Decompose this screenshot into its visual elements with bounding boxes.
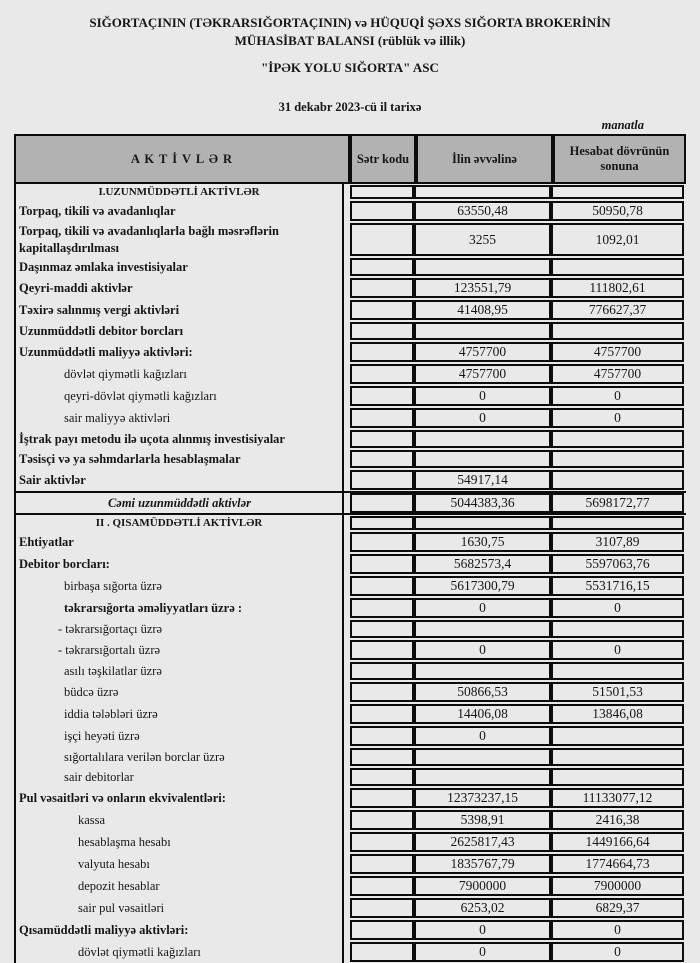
cell-row-code	[350, 748, 414, 766]
row-label: dövlət qiymətli kağızları	[14, 363, 344, 385]
cell-year-begin: 0	[414, 942, 551, 962]
table-row	[14, 853, 686, 875]
document-title	[50, 14, 650, 50]
cell-period-end: 1774664,73	[551, 854, 684, 874]
cell-year-begin: 41408,95	[414, 300, 551, 320]
table-row	[14, 941, 686, 963]
header-assets: A K T İ V L Ə R	[14, 134, 350, 184]
cell-period-end	[551, 662, 684, 680]
table-row	[14, 597, 686, 619]
table-row	[14, 184, 686, 200]
row-label: Torpaq, tikili və avadanlıqlarla bağlı məsrəflərin kapitallaşdırılması	[14, 222, 344, 257]
table-row	[14, 363, 686, 385]
document-header	[0, 0, 700, 115]
cell-period-end: 776627,37	[551, 300, 684, 320]
table-row	[14, 809, 686, 831]
table-row	[14, 681, 686, 703]
row-label: Təsisçi və ya səhmdarlarla hesablaşmalar	[14, 449, 344, 469]
table-row	[14, 429, 686, 449]
cell-row-code	[350, 640, 414, 660]
cell-row-code	[350, 532, 414, 552]
cell-year-begin: 2625817,43	[414, 832, 551, 852]
table-row	[14, 299, 686, 321]
cell-year-begin	[414, 322, 551, 340]
cell-row-code	[350, 662, 414, 680]
cell-row-code	[350, 768, 414, 786]
cell-period-end: 1449166,64	[551, 832, 684, 852]
table-row	[14, 875, 686, 897]
cell-year-begin	[414, 450, 551, 468]
table-row	[14, 515, 686, 531]
cell-year-begin: 0	[414, 408, 551, 428]
row-label: sair maliyyə aktivləri	[14, 407, 344, 429]
cell-row-code	[350, 322, 414, 340]
cell-period-end: 7900000	[551, 876, 684, 896]
cell-year-begin: 4757700	[414, 364, 551, 384]
cell-year-begin	[414, 748, 551, 766]
table-row	[14, 919, 686, 941]
cell-year-begin	[414, 516, 551, 530]
cell-period-end	[551, 516, 684, 530]
cell-year-begin	[414, 258, 551, 276]
cell-row-code	[350, 470, 414, 490]
cell-year-begin: 5617300,79	[414, 576, 551, 596]
cell-row-code	[350, 554, 414, 574]
row-label: - təkrarsığortaçı üzrə	[14, 619, 344, 639]
cell-period-end: 5531716,15	[551, 576, 684, 596]
row-label: işçi heyəti üzrə	[14, 725, 344, 747]
row-label: təkrarsığorta əməliyyatları üzrə :	[14, 597, 344, 619]
cell-period-end	[551, 450, 684, 468]
cell-period-end	[551, 185, 684, 199]
cell-year-begin: 123551,79	[414, 278, 551, 298]
row-label: kassa	[14, 809, 344, 831]
cell-period-end: 5597063,76	[551, 554, 684, 574]
row-label: büdcə üzrə	[14, 681, 344, 703]
cell-row-code	[350, 704, 414, 724]
cell-row-code	[350, 408, 414, 428]
cell-period-end: 51501,53	[551, 682, 684, 702]
cell-row-code	[350, 810, 414, 830]
cell-period-end	[551, 322, 684, 340]
cell-period-end: 0	[551, 408, 684, 428]
cell-row-code	[350, 386, 414, 406]
cell-year-begin	[414, 430, 551, 448]
cell-period-end	[551, 768, 684, 786]
cell-row-code	[350, 576, 414, 596]
cell-period-end	[551, 470, 684, 490]
cell-period-end: 3107,89	[551, 532, 684, 552]
cell-year-begin: 1835767,79	[414, 854, 551, 874]
row-label: birbaşa sığorta üzrə	[14, 575, 344, 597]
cell-period-end: 5698172,77	[551, 493, 684, 513]
table-row	[14, 575, 686, 597]
cell-year-begin: 1630,75	[414, 532, 551, 552]
cell-year-begin: 54917,14	[414, 470, 551, 490]
cell-row-code	[350, 493, 414, 513]
cell-row-code	[350, 342, 414, 362]
cell-period-end	[551, 726, 684, 746]
cell-year-begin	[414, 620, 551, 638]
cell-year-begin	[414, 768, 551, 786]
cell-period-end	[551, 258, 684, 276]
cell-row-code	[350, 598, 414, 618]
cell-row-code	[350, 942, 414, 962]
row-label: qeyri-dövlət qiymətli kağızları	[14, 385, 344, 407]
header-row-code: Sətr kodu	[350, 134, 416, 184]
table-row	[14, 321, 686, 341]
cell-year-begin: 0	[414, 726, 551, 746]
cell-row-code	[350, 876, 414, 896]
cell-year-begin: 4757700	[414, 342, 551, 362]
cell-year-begin: 5398,91	[414, 810, 551, 830]
cell-period-end: 2416,38	[551, 810, 684, 830]
row-label: II . QISAMÜDDƏTLİ AKTİVLƏR	[14, 515, 344, 531]
row-label: depozit hesablar	[14, 875, 344, 897]
table-row	[14, 725, 686, 747]
cell-row-code	[350, 682, 414, 702]
table-row	[14, 341, 686, 363]
row-label: asılı təşkilatlar üzrə	[14, 661, 344, 681]
table-row	[14, 222, 686, 257]
table-row	[14, 553, 686, 575]
cell-row-code	[350, 920, 414, 940]
cell-period-end: 11133077,12	[551, 788, 684, 808]
cell-period-end: 6829,37	[551, 898, 684, 918]
row-label: Cəmi uzunmüddətli aktivlər	[14, 493, 344, 513]
row-label: sair debitorlar	[14, 767, 344, 787]
cell-year-begin: 12373237,15	[414, 788, 551, 808]
cell-year-begin: 0	[414, 920, 551, 940]
cell-row-code	[350, 300, 414, 320]
cell-row-code	[350, 430, 414, 448]
row-label: Qısamüddətli maliyyə aktivləri:	[14, 919, 344, 941]
table-row	[14, 897, 686, 919]
table-row	[14, 703, 686, 725]
table-row	[14, 200, 686, 222]
row-label: Qeyri-maddi aktivlər	[14, 277, 344, 299]
cell-year-begin: 63550,48	[414, 201, 551, 221]
row-label: sair pul vəsaitləri	[14, 897, 344, 919]
table-row	[14, 385, 686, 407]
cell-period-end: 0	[551, 942, 684, 962]
cell-year-begin: 5044383,36	[414, 493, 551, 513]
cell-year-begin: 3255	[414, 223, 551, 256]
row-label: I.UZUNMÜDDƏTLİ AKTİVLƏR	[14, 184, 344, 200]
row-label: Ehtiyatlar	[14, 531, 344, 553]
cell-period-end: 4757700	[551, 364, 684, 384]
cell-row-code	[350, 364, 414, 384]
header-year-begin: İlin əvvəlinə	[416, 134, 553, 184]
currency-note: manatla	[601, 118, 644, 133]
row-label: Torpaq, tikili və avadanlıqlar	[14, 200, 344, 222]
table-row	[14, 767, 686, 787]
cell-row-code	[350, 278, 414, 298]
cell-period-end: 50950,78	[551, 201, 684, 221]
cell-row-code	[350, 258, 414, 276]
table-row	[14, 277, 686, 299]
row-label: Pul vəsaitləri və onların ekvivalentləri:	[14, 787, 344, 809]
table-row	[14, 491, 686, 515]
cell-year-begin	[414, 662, 551, 680]
cell-year-begin: 7900000	[414, 876, 551, 896]
cell-year-begin: 0	[414, 640, 551, 660]
cell-period-end: 0	[551, 386, 684, 406]
row-label: valyuta hesabı	[14, 853, 344, 875]
table-row	[14, 831, 686, 853]
cell-year-begin: 0	[414, 598, 551, 618]
table-header-row	[14, 134, 686, 184]
table-row	[14, 469, 686, 491]
cell-row-code	[350, 726, 414, 746]
cell-row-code	[350, 185, 414, 199]
balance-sheet-table	[14, 134, 686, 963]
cell-year-begin: 5682573,4	[414, 554, 551, 574]
table-row	[14, 661, 686, 681]
report-date: 31 dekabr 2023-cü il tarixə	[278, 100, 422, 115]
row-label: dövlət qiymətli kağızları	[14, 941, 344, 963]
header-period-end: Hesabat dövrünün sonuna	[553, 134, 686, 184]
row-label: sığortalılara verilən borclar üzrə	[14, 747, 344, 767]
table-row	[14, 619, 686, 639]
row-label: Uzunmüddətli debitor borcları	[14, 321, 344, 341]
table-body	[14, 184, 686, 963]
cell-row-code	[350, 620, 414, 638]
row-label: Daşınmaz əmlaka investisiyalar	[14, 257, 344, 277]
cell-row-code	[350, 854, 414, 874]
cell-period-end: 0	[551, 598, 684, 618]
row-label: Uzunmüddətli maliyyə aktivləri:	[14, 341, 344, 363]
row-label: hesablaşma hesabı	[14, 831, 344, 853]
cell-row-code	[350, 450, 414, 468]
cell-period-end: 0	[551, 640, 684, 660]
cell-row-code	[350, 516, 414, 530]
title-line-1: SIĞORTAÇININ (TƏKRARSIĞORTAÇININ) və HÜQUQİ ŞƏXS SIĞORTA BROKERİNİN	[89, 15, 611, 30]
cell-period-end: 13846,08	[551, 704, 684, 724]
cell-year-begin: 0	[414, 386, 551, 406]
cell-period-end	[551, 748, 684, 766]
row-label: iddia tələbləri üzrə	[14, 703, 344, 725]
cell-year-begin: 6253,02	[414, 898, 551, 918]
table-row	[14, 257, 686, 277]
table-row	[14, 407, 686, 429]
table-row	[14, 787, 686, 809]
cell-period-end	[551, 620, 684, 638]
cell-year-begin: 14406,08	[414, 704, 551, 724]
company-name: "İPƏK YOLU SIĞORTA" ASC	[261, 60, 439, 76]
cell-period-end: 111802,61	[551, 278, 684, 298]
cell-row-code	[350, 788, 414, 808]
row-label: Təxirə salınmış vergi aktivləri	[14, 299, 344, 321]
cell-row-code	[350, 201, 414, 221]
cell-period-end: 0	[551, 920, 684, 940]
cell-row-code	[350, 832, 414, 852]
table-row	[14, 747, 686, 767]
table-row	[14, 639, 686, 661]
cell-period-end: 4757700	[551, 342, 684, 362]
cell-row-code	[350, 223, 414, 256]
cell-period-end	[551, 430, 684, 448]
row-label: Debitor borcları:	[14, 553, 344, 575]
table-row	[14, 449, 686, 469]
cell-year-begin	[414, 185, 551, 199]
cell-period-end: 1092,01	[551, 223, 684, 256]
table-row	[14, 531, 686, 553]
cell-year-begin: 50866,53	[414, 682, 551, 702]
row-label: - təkrarsığortalı üzrə	[14, 639, 344, 661]
row-label: Sair aktivlər	[14, 469, 344, 491]
row-label: İştrak payı metodu ilə uçota alınmış investisiyalar	[14, 429, 344, 449]
cell-row-code	[350, 898, 414, 918]
title-line-2: MÜHASİBAT BALANSI (rüblük və illik)	[234, 33, 466, 49]
